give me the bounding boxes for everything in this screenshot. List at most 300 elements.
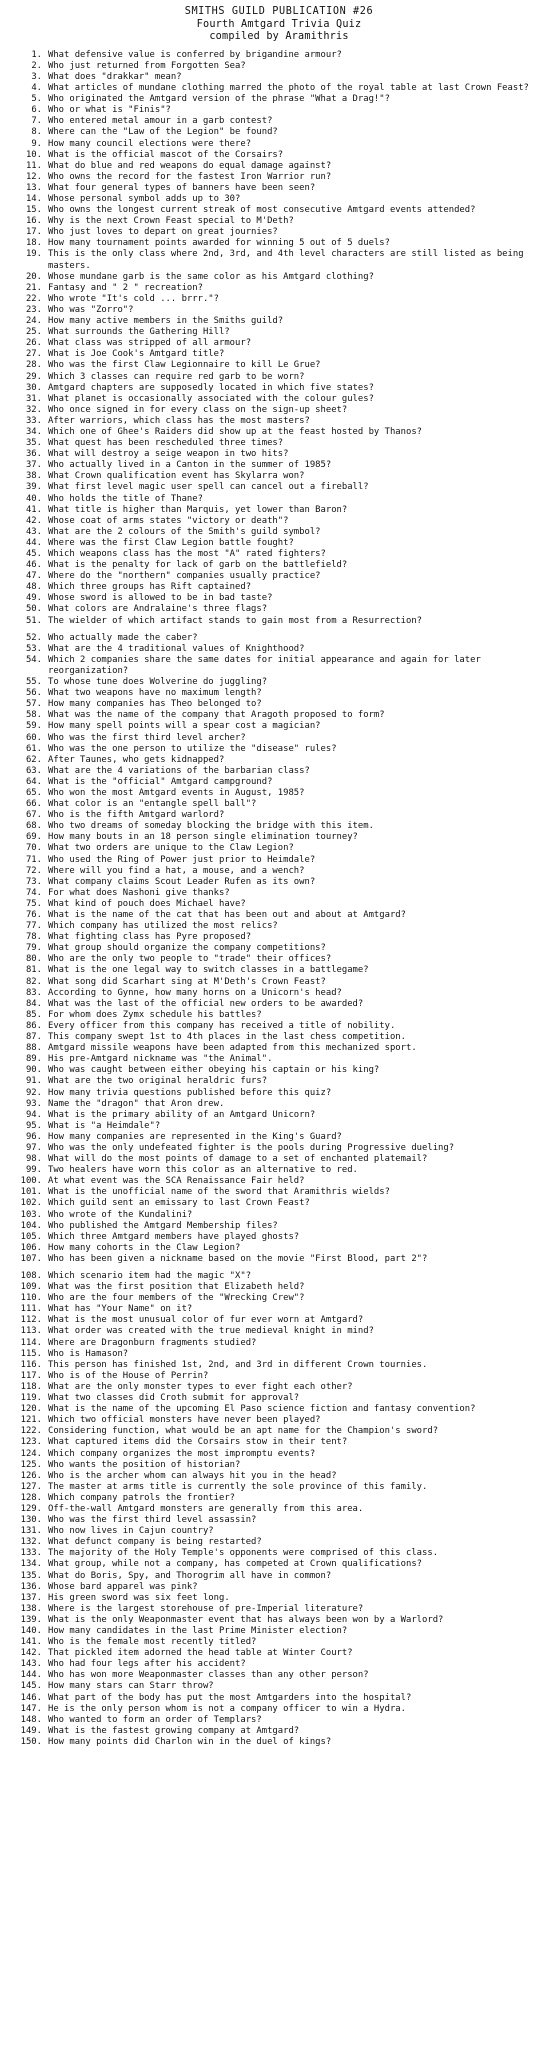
question-number: 38. — [25, 471, 42, 482]
question-list — [14, 50, 544, 1748]
question-number: 67. — [25, 810, 42, 821]
question-item — [14, 1121, 544, 1132]
question-number: 140. — [20, 1626, 42, 1636]
question-text: Who wrote of the Kundalini? — [48, 1209, 193, 1220]
question-item — [14, 1648, 544, 1659]
question-item — [14, 1504, 544, 1515]
question-text: This is the only class where 2nd, 3rd, and 4th level characters are still listed as being masters. — [48, 249, 524, 271]
question-item — [14, 349, 544, 360]
question-text: What is the fastest growing company at Amtgard? — [48, 1725, 300, 1736]
question-item — [14, 1670, 544, 1681]
question-item — [14, 227, 544, 238]
question-item — [14, 593, 544, 604]
question-number: 138. — [20, 1603, 42, 1614]
question-text: How many spell points will a spear cost a magician? — [48, 721, 321, 732]
question-number: 109. — [20, 1282, 42, 1293]
question-text: Who was the only undefeated fighter is the pools during Progressive dueling? — [48, 1142, 455, 1153]
question-number: 107. — [20, 1253, 42, 1264]
question-item — [14, 94, 544, 105]
question-item — [14, 1482, 544, 1493]
question-text: At what event was the SCA Renaissance Fair held? — [48, 1176, 305, 1187]
question-text: Who was the one person to utilize the "disease" rules? — [48, 743, 337, 754]
question-item — [14, 316, 544, 327]
question-text: Who used the Ring of Power just prior to Heimdale? — [48, 854, 316, 865]
question-text: Who was caught between either obeying his captain or his king? — [48, 1065, 380, 1076]
question-item — [14, 655, 544, 677]
question-text: Who originated the Amtgard version of the phrase "What a Drag!"? — [48, 94, 390, 105]
question-text: Which three Amtgard members have played ghosts? — [48, 1231, 300, 1242]
question-text: Which three groups has Rift captained? — [48, 582, 252, 593]
question-text: What group should organize the company competitions? — [48, 943, 326, 954]
question-number: 53. — [25, 643, 42, 654]
question-item — [14, 1221, 544, 1232]
question-item — [14, 877, 544, 888]
question-item — [14, 616, 544, 627]
question-number: 122. — [20, 1426, 42, 1437]
question-text: Which company patrols the frontier? — [48, 1492, 236, 1503]
question-item — [14, 61, 544, 72]
question-text: Whose coat of arms states "victory or death"? — [48, 515, 289, 526]
question-item — [14, 921, 544, 932]
question-item — [14, 1726, 544, 1737]
question-item — [14, 1460, 544, 1471]
question-text: Who has been given a nickname based on the movie "First Blood, part 2"? — [48, 1253, 428, 1264]
question-number: 21. — [25, 282, 42, 293]
question-text: The wielder of which artifact stands to gain most from a Resurrection? — [48, 615, 423, 626]
question-number: 34. — [25, 426, 42, 437]
question-text: Who was the first third level assassin? — [48, 1515, 257, 1526]
question-number: 103. — [20, 1209, 42, 1220]
question-number: 149. — [20, 1725, 42, 1736]
question-item — [14, 549, 544, 560]
question-item — [14, 194, 544, 205]
question-item — [14, 327, 544, 338]
question-item — [14, 988, 544, 999]
question-item — [14, 1515, 544, 1526]
question-item — [14, 1282, 544, 1293]
question-number: 25. — [25, 327, 42, 338]
question-item — [14, 394, 544, 405]
question-item — [14, 644, 544, 655]
question-item — [14, 1232, 544, 1243]
question-text: Who just loves to depart on great journies? — [48, 227, 278, 238]
question-number: 14. — [25, 194, 42, 204]
question-text: Who was the first Claw Legionnaire to kill Le Grue? — [48, 360, 321, 371]
question-item — [14, 571, 544, 582]
question-number: 86. — [25, 1020, 42, 1031]
question-text: Which guild sent an emissary to last Crown Feast? — [48, 1198, 310, 1209]
question-item — [14, 1382, 544, 1393]
question-item — [14, 1010, 544, 1021]
question-text: Two healers have worn this color as an alternative to red. — [48, 1165, 358, 1176]
question-number: 65. — [25, 787, 42, 798]
question-number: 17. — [25, 227, 42, 238]
question-item — [14, 943, 544, 954]
question-number: 110. — [20, 1293, 42, 1304]
question-number: 39. — [25, 482, 42, 493]
question-text: How many bouts in an 18 person single elimination tourney? — [48, 832, 358, 843]
question-text: Who owns the record for the fastest Iron Warrior run? — [48, 171, 332, 182]
question-number: 81. — [25, 965, 42, 976]
question-item — [14, 821, 544, 832]
question-text: Which two official monsters have never been played? — [48, 1415, 321, 1426]
question-number: 143. — [20, 1659, 42, 1670]
question-text: To whose tune does Wolverine do juggling? — [48, 677, 268, 688]
question-number: 52. — [25, 632, 42, 643]
question-text: What do blue and red weapons do equal damage against? — [48, 160, 332, 171]
question-item — [14, 161, 544, 172]
question-item — [14, 1088, 544, 1099]
question-text: Who has won more Weaponmaster classes than any other person? — [48, 1670, 369, 1681]
question-number: 35. — [25, 438, 42, 449]
question-text: For whom does Zymx schedule his battles? — [48, 1009, 262, 1020]
question-number: 43. — [25, 526, 42, 537]
question-text: What is the "official" Amtgard campground? — [48, 776, 273, 787]
question-item — [14, 205, 544, 216]
question-text: Whose personal symbol adds up to 30? — [48, 194, 241, 204]
question-number: 73. — [25, 876, 42, 887]
question-text: Which company organizes the most impromptu events? — [48, 1448, 316, 1459]
question-block — [14, 1271, 544, 1748]
question-item — [14, 733, 544, 744]
question-text: What group, while not a company, has competed at Crown qualifications? — [48, 1559, 423, 1570]
question-number: 22. — [25, 293, 42, 304]
question-item — [14, 910, 544, 921]
question-item — [14, 1471, 544, 1482]
question-item — [14, 710, 544, 721]
question-item — [14, 766, 544, 777]
question-text: How many stars can Starr throw? — [48, 1681, 214, 1692]
question-item — [14, 1254, 544, 1265]
question-number: 102. — [20, 1198, 42, 1209]
question-item — [14, 238, 544, 249]
question-number: 48. — [25, 582, 42, 593]
publication-header — [14, 6, 544, 44]
question-item — [14, 843, 544, 854]
question-item — [14, 460, 544, 471]
question-number: 7. — [31, 116, 42, 127]
question-item — [14, 810, 544, 821]
question-text: Who had four legs after his accident? — [48, 1659, 246, 1670]
question-number: 93. — [25, 1098, 42, 1109]
question-text: The master at arms title is currently the sole province of this family. — [48, 1481, 428, 1492]
question-number: 50. — [25, 604, 42, 615]
question-text: Whose mundane garb is the same color as his Amtgard clothing? — [48, 271, 374, 282]
question-number: 40. — [25, 493, 42, 504]
question-number: 23. — [25, 304, 42, 315]
question-text: Where will you find a hat, a mouse, and a wench? — [48, 865, 305, 876]
question-number: 144. — [20, 1670, 42, 1681]
question-item — [14, 1371, 544, 1382]
question-text: He is the only person whom is not a company officer to win a Hydra. — [48, 1703, 406, 1714]
question-text: What two classes did Croth submit for approval? — [48, 1393, 300, 1404]
question-number: 132. — [20, 1537, 42, 1548]
question-item — [14, 1615, 544, 1626]
question-number: 139. — [20, 1614, 42, 1625]
question-text: His pre-Amtgard nickname was "the Animal". — [48, 1054, 273, 1065]
question-block — [14, 633, 544, 1265]
question-text: Off-the-wall Amtgard monsters are generally from this area. — [48, 1503, 364, 1514]
question-text: Who are the four members of the "Wrecking Crew"? — [48, 1293, 305, 1304]
question-number: 18. — [25, 238, 42, 249]
question-text: What is the official mascot of the Corsairs? — [48, 149, 284, 160]
question-item — [14, 1571, 544, 1582]
question-number: 130. — [20, 1515, 42, 1526]
question-item — [14, 1493, 544, 1504]
question-text: What fighting class has Pyre proposed? — [48, 932, 252, 943]
question-item — [14, 372, 544, 383]
question-text: That pickled item adorned the head table at Winter Court? — [48, 1648, 353, 1659]
question-text: What planet is occasionally associated with the colour gules? — [48, 393, 374, 404]
question-item — [14, 1449, 544, 1460]
question-number: 47. — [25, 571, 42, 582]
question-number: 62. — [25, 754, 42, 765]
question-number: 111. — [20, 1304, 42, 1315]
question-number: 113. — [20, 1326, 42, 1337]
question-number: 114. — [20, 1337, 42, 1348]
question-text: What was the last of the official new orders to be awarded? — [48, 998, 364, 1009]
question-item — [14, 116, 544, 127]
question-item — [14, 1693, 544, 1704]
question-item — [14, 1054, 544, 1065]
question-number: 104. — [20, 1220, 42, 1231]
question-number: 89. — [25, 1054, 42, 1065]
question-number: 95. — [25, 1120, 42, 1131]
question-item — [14, 788, 544, 799]
question-number: 44. — [25, 537, 42, 548]
question-number: 36. — [25, 449, 42, 460]
question-item — [14, 360, 544, 371]
question-number: 148. — [20, 1714, 42, 1725]
question-number: 128. — [20, 1492, 42, 1503]
question-item — [14, 866, 544, 877]
question-text: What are the only monster types to ever fight each other? — [48, 1381, 353, 1392]
question-item — [14, 1737, 544, 1748]
question-number: 4. — [31, 83, 42, 94]
question-text: What are the 4 traditional values of Knighthood? — [48, 643, 305, 654]
question-number: 29. — [25, 371, 42, 382]
question-item — [14, 139, 544, 150]
question-text: What do Boris, Spy, and Thorogrim all have in common? — [48, 1570, 332, 1581]
question-number: 60. — [25, 732, 42, 743]
question-item — [14, 721, 544, 732]
question-text: Who actually made the caber? — [48, 632, 198, 643]
question-text: Who or what is "Finis"? — [48, 105, 171, 116]
question-item — [14, 50, 544, 61]
question-item — [14, 1243, 544, 1254]
question-text: For what does Nashoni give thanks? — [48, 887, 230, 898]
question-item — [14, 172, 544, 183]
question-number: 27. — [25, 349, 42, 360]
question-item — [14, 855, 544, 866]
question-text: What two weapons have no maximum length? — [48, 688, 262, 699]
question-text: What is Joe Cook's Amtgard title? — [48, 349, 225, 360]
question-number: 80. — [25, 954, 42, 965]
question-number: 3. — [31, 71, 42, 82]
question-number: 68. — [25, 821, 42, 832]
question-item — [14, 505, 544, 516]
question-number: 32. — [25, 404, 42, 415]
question-item — [14, 633, 544, 644]
question-text: What is the primary ability of an Amtgard Unicorn? — [48, 1109, 316, 1120]
compiler-line: compiled by Aramithris — [209, 31, 349, 43]
question-text: What has "Your Name" on it? — [48, 1304, 193, 1315]
question-item — [14, 1593, 544, 1604]
question-text: Who two dreams of someday blocking the bridge with this item. — [48, 821, 374, 832]
question-item — [14, 744, 544, 755]
question-item — [14, 954, 544, 965]
question-number: 26. — [25, 338, 42, 349]
question-number: 117. — [20, 1370, 42, 1381]
question-item — [14, 1548, 544, 1559]
question-text: What quest has been rescheduled three times? — [48, 438, 284, 449]
question-item — [14, 832, 544, 843]
question-item — [14, 899, 544, 910]
publication-title: SMITHS GUILD PUBLICATION #26 — [184, 6, 374, 17]
question-block — [14, 50, 544, 627]
question-text: What was the name of the company that Aragoth proposed to form? — [48, 710, 385, 721]
question-text: How many points did Charlon win in the duel of kings? — [48, 1736, 332, 1747]
question-text: What company claims Scout Leader Rufen as its own? — [48, 876, 316, 887]
quiz-title: Fourth Amtgard Trivia Quiz — [196, 18, 362, 30]
question-item — [14, 183, 544, 194]
question-text: Whose sword is allowed to be in bad taste? — [48, 593, 273, 604]
question-item — [14, 1143, 544, 1154]
question-text: His green sword was six feet long. — [48, 1592, 230, 1603]
question-item — [14, 688, 544, 699]
question-number: 54. — [25, 654, 42, 665]
question-item — [14, 1198, 544, 1209]
question-number: 124. — [20, 1448, 42, 1459]
question-number: 133. — [20, 1548, 42, 1559]
question-text: Who was "Zorro"? — [48, 304, 134, 315]
question-number: 92. — [25, 1087, 42, 1098]
question-item — [14, 516, 544, 527]
question-item — [14, 1065, 544, 1076]
question-item — [14, 677, 544, 688]
question-text: Who is the female most recently titled? — [48, 1637, 257, 1648]
question-text: What is the only Weaponmaster event that has always been won by a Warlord? — [48, 1614, 444, 1625]
question-number: 142. — [20, 1648, 42, 1659]
question-number: 75. — [25, 898, 42, 909]
question-item — [14, 383, 544, 394]
question-number: 131. — [20, 1526, 42, 1537]
question-text: This company swept 1st to 4th places in the last chess competition. — [48, 1032, 406, 1043]
question-item — [14, 1526, 544, 1537]
question-number: 28. — [25, 360, 42, 371]
question-item — [14, 888, 544, 899]
question-number: 12. — [25, 171, 42, 182]
question-item — [14, 1715, 544, 1726]
question-item — [14, 216, 544, 227]
question-text: Which company has utilized the most relics? — [48, 921, 278, 932]
question-number: 57. — [25, 699, 42, 710]
question-item — [14, 1637, 544, 1648]
question-text: What kind of pouch does Michael have? — [48, 898, 246, 909]
question-number: 145. — [20, 1681, 42, 1692]
question-number: 147. — [20, 1703, 42, 1714]
question-text: What two orders are unique to the Claw Legion? — [48, 843, 294, 854]
question-text: After Taunes, who gets kidnapped? — [48, 754, 225, 765]
question-text: Who wrote "It's cold ... brrr."? — [48, 293, 219, 304]
question-number: 20. — [25, 271, 42, 282]
question-number: 61. — [25, 743, 42, 754]
question-text: What is the one legal way to switch classes in a battlegame? — [48, 965, 369, 976]
question-text: What defunct company is being restarted? — [48, 1537, 262, 1548]
question-item — [14, 416, 544, 427]
question-item — [14, 1426, 544, 1437]
question-text: Who now lives in Cajun country? — [48, 1526, 214, 1537]
question-number: 129. — [20, 1503, 42, 1514]
question-number: 63. — [25, 765, 42, 776]
question-text: What are the 2 colours of the Smith's guild symbol? — [48, 526, 321, 537]
question-item — [14, 1704, 544, 1715]
question-number: 100. — [20, 1176, 42, 1187]
question-item — [14, 72, 544, 83]
question-text: According to Gynne, how many horns on a Unicorn's head? — [48, 987, 342, 998]
question-number: 136. — [20, 1581, 42, 1592]
question-number: 56. — [25, 688, 42, 699]
question-text: What class was stripped of all armour? — [48, 338, 252, 349]
question-text: What first level magic user spell can cancel out a fireball? — [48, 482, 369, 493]
question-item — [14, 1415, 544, 1426]
question-number: 79. — [25, 943, 42, 954]
question-number: 9. — [31, 138, 42, 149]
question-number: 64. — [25, 776, 42, 787]
question-item — [14, 1187, 544, 1198]
question-number: 10. — [25, 149, 42, 160]
question-number: 134. — [20, 1559, 42, 1570]
question-text: Whose bard apparel was pink? — [48, 1581, 198, 1592]
question-item — [14, 1659, 544, 1670]
question-text: Amtgard chapters are supposedly located in which five states? — [48, 382, 374, 393]
question-text: Who are the only two people to "trade" their offices? — [48, 954, 332, 965]
question-number: 37. — [25, 460, 42, 471]
question-text: What colors are Andralaine's three flags? — [48, 604, 268, 615]
question-text: Name the "dragon" that Aron drew. — [48, 1098, 225, 1109]
question-text: Who was the first third level archer? — [48, 732, 246, 743]
question-number: 59. — [25, 721, 42, 732]
question-item — [14, 150, 544, 161]
question-item — [14, 1032, 544, 1043]
question-number: 55. — [25, 677, 42, 688]
question-text: What title is higher than Marquis, yet lower than Baron? — [48, 504, 348, 515]
question-number: 88. — [25, 1043, 42, 1054]
question-item — [14, 294, 544, 305]
question-item — [14, 604, 544, 615]
question-text: What is the unofficial name of the sword that Aramithris wields? — [48, 1187, 390, 1198]
question-text: What captured items did the Corsairs stow in their tent? — [48, 1437, 348, 1448]
question-number: 82. — [25, 976, 42, 987]
question-item — [14, 1154, 544, 1165]
question-number: 101. — [20, 1187, 42, 1198]
question-text: Who once signed in for every class on the sign-up sheet? — [48, 404, 348, 415]
question-number: 42. — [25, 515, 42, 526]
question-item — [14, 965, 544, 976]
question-number: 96. — [25, 1131, 42, 1142]
question-text: What is the name of the upcoming El Paso science fiction and fantasy convention? — [48, 1404, 476, 1415]
question-text: What is "a Heimdale"? — [48, 1120, 161, 1131]
question-number: 116. — [20, 1359, 42, 1370]
question-text: What defensive value is conferred by brigandine armour? — [48, 49, 342, 60]
question-text: Who actually lived in a Canton in the summer of 1985? — [48, 460, 332, 471]
question-number: 119. — [20, 1393, 42, 1404]
question-item — [14, 405, 544, 416]
question-item — [14, 1132, 544, 1143]
question-text: How many trivia questions published before this quiz? — [48, 1087, 332, 1098]
question-text: What order was created with the true medieval knight in mind? — [48, 1326, 374, 1337]
question-number: 105. — [20, 1231, 42, 1242]
